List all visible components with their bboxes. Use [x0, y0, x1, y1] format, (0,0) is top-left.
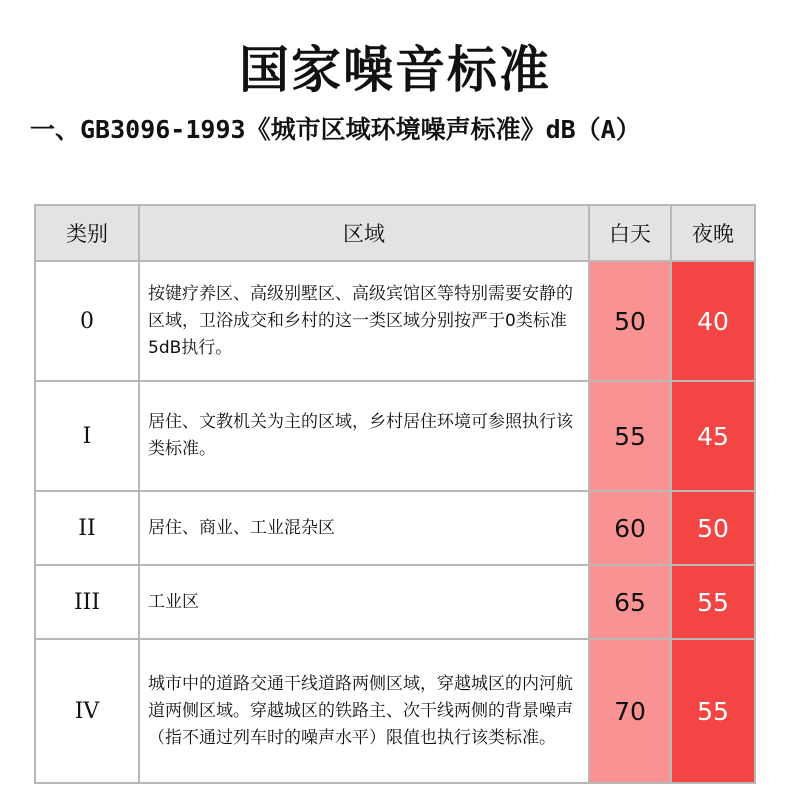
row-day-limit: 55: [589, 381, 671, 491]
table-row: [35, 261, 755, 381]
row-area: 工业区: [139, 565, 589, 639]
header-category: 类别: [35, 205, 139, 261]
row-day-limit: 65: [589, 565, 671, 639]
header-night: 夜晚: [671, 205, 755, 261]
noise-standard-table: [34, 204, 756, 784]
table-row: [35, 639, 755, 783]
table-row: [35, 491, 755, 565]
row-night-limit: 55: [671, 565, 755, 639]
row-area: 按键疗养区、高级别墅区、高级宾馆区等特别需要安静的区域，卫浴成交和乡村的这一类区域分别按严于0类标准5dB执行。: [139, 261, 589, 381]
row-category: III: [35, 565, 139, 639]
row-day-limit: 70: [589, 639, 671, 783]
row-area: 城市中的道路交通干线道路两侧区域，穿越城区的内河航道两侧区域。穿越城区的铁路主、次干线两侧的背景噪声（指不通过列车时的噪声水平）限值也执行该类标准。: [139, 639, 589, 783]
row-category: I: [35, 381, 139, 491]
table-row: [35, 381, 755, 491]
row-category: II: [35, 491, 139, 565]
row-area: 居住、文教机关为主的区域，乡村居住环境可参照执行该类标准。: [139, 381, 589, 491]
row-night-limit: 45: [671, 381, 755, 491]
header-area: 区域: [139, 205, 589, 261]
row-night-limit: 50: [671, 491, 755, 565]
row-night-limit: 40: [671, 261, 755, 381]
row-category: 0: [35, 261, 139, 381]
header-day: 白天: [589, 205, 671, 261]
row-area: 居住、商业、工业混杂区: [139, 491, 589, 565]
page-title: 国家噪音标准: [239, 41, 551, 99]
row-night-limit: 55: [671, 639, 755, 783]
row-category: IV: [35, 639, 139, 783]
row-day-limit: 60: [589, 491, 671, 565]
table-row: [35, 565, 755, 639]
row-day-limit: 50: [589, 261, 671, 381]
section-heading: 一、GB3096-1993《城市区域环境噪声标准》dB（A）: [30, 115, 641, 144]
table-header-row: [35, 205, 755, 261]
